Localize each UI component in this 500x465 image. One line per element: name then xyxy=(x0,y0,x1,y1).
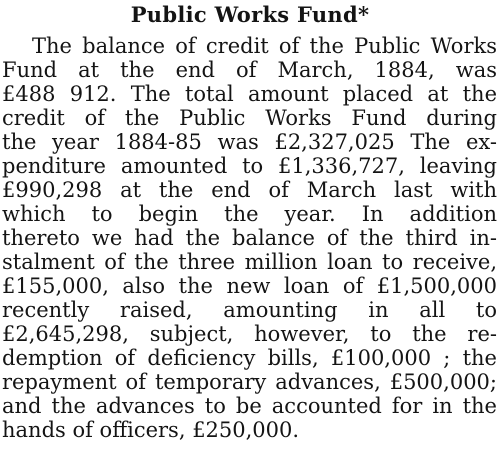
article-line: repayment of temporary advances, £500,000; xyxy=(2,370,497,394)
article-body xyxy=(0,34,500,442)
article-line: hands of officers, £250,000. xyxy=(2,418,300,442)
article-line: penditure amounted to £1,336,727, leaving xyxy=(2,154,497,178)
article-line: stalment of the three million loan to receive, xyxy=(2,250,497,274)
article-line: Fund at the end of March, 1884, was xyxy=(2,58,497,82)
article-line: demption of deficiency bills, £100,000 ; the xyxy=(2,346,497,370)
article-line: £2,645,298, subject, however, to the re- xyxy=(2,322,497,346)
article-line: £155,000, also the new loan of £1,500,000 xyxy=(2,274,497,298)
article-line: and the advances to be accounted for in the xyxy=(2,394,497,418)
article-line: the year 1884-85 was £2,327,025 The ex- xyxy=(2,130,497,154)
article-line: which to begin the year. In addition xyxy=(2,202,497,226)
article-line: £488 912. The total amount placed at the xyxy=(2,82,497,106)
article-line: The balance of credit of the Public Works xyxy=(32,34,497,58)
article-line: £990,298 at the end of March last with xyxy=(2,178,497,202)
article-line: credit of the Public Works Fund during xyxy=(2,106,497,130)
article-line: recently raised, amounting in all to xyxy=(2,298,497,322)
article-title: Public Works Fund* xyxy=(130,2,370,27)
article-line: thereto we had the balance of the third in- xyxy=(2,226,497,250)
